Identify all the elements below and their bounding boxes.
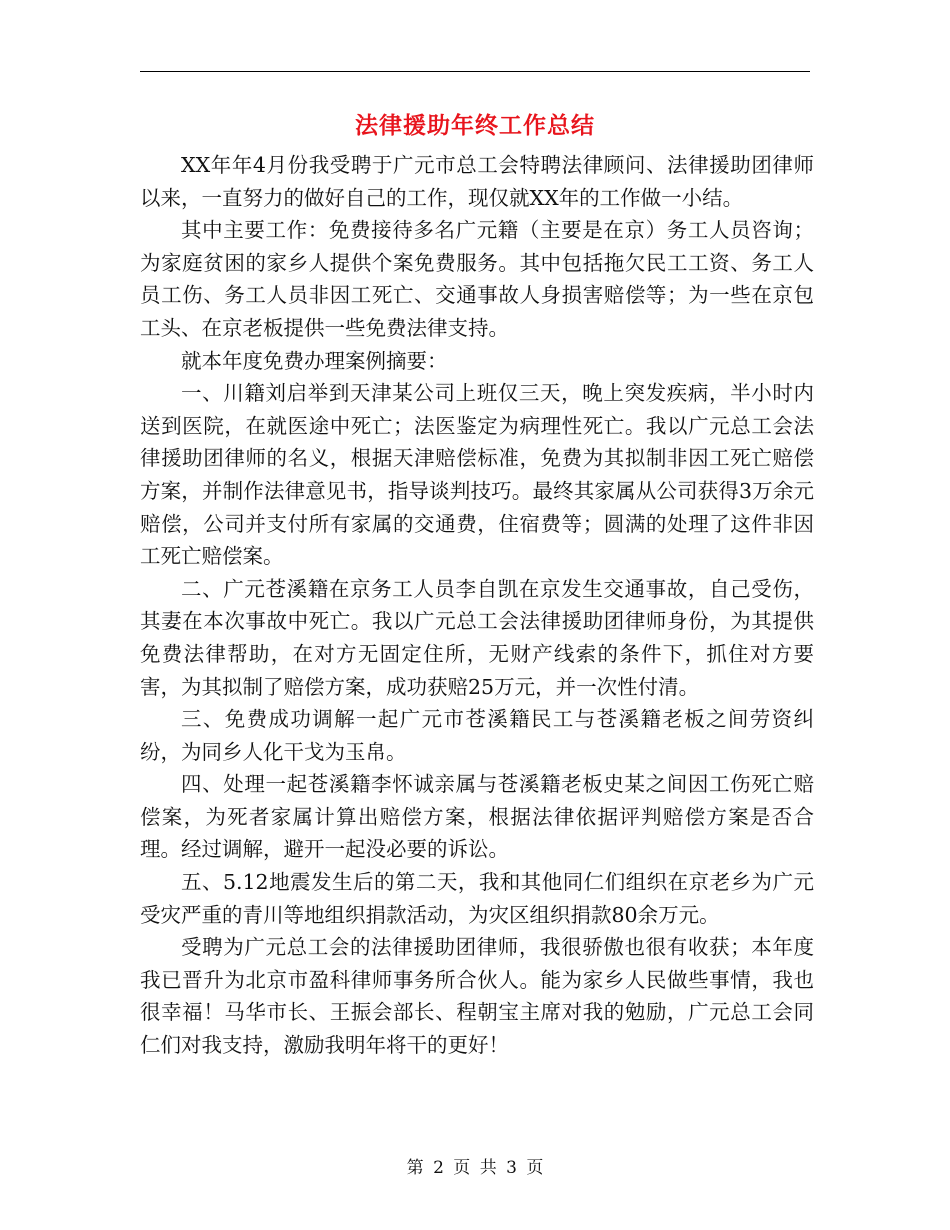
paragraph-case-5: 五、5.12地震发生后的第二天，我和其他同仁们组织在京老乡为广元受灾严重的青川等地组织捐款活动，为灾区组织捐款80余万元。 <box>140 870 814 927</box>
paragraph-conclusion: 受聘为广元总工会的法律援助团律师，我很骄傲也很有收获；本年度我已晋升为北京市盈科律师事务所合伙人。能为家乡人民做些事情，我也很幸福！马华市长、王振会部长、程朝宝主席对我的勉励，广元总工会同仁们对我支持，激励我明年将干的更好！ <box>140 935 814 1058</box>
document-body <box>140 149 814 1062</box>
header-rule <box>140 71 810 72</box>
paragraph-case-4: 四、处理一起苍溪籍李怀诚亲属与苍溪籍老板史某之间因工伤死亡赔偿案，为死者家属计算出赔偿方案，根据法律依据评判赔偿方案是否合理。经过调解，避开一起没必要的诉讼。 <box>140 772 814 862</box>
paragraph-case-2: 二、广元苍溪籍在京务工人员李自凯在京发生交通事故，自己受伤，其妻在本次事故中死亡。我以广元总工会法律援助团律师身份，为其提供免费法律帮助，在对方无固定住所，无财产线索的条件下，抓住对方要害，为其拟制了赔偿方案，成功获赔25万元，并一次性付清。 <box>140 576 814 699</box>
paragraph-case-1: 一、川籍刘启举到天津某公司上班仅三天，晚上突发疾病，半小时内送到医院，在就医途中死亡；法医鉴定为病理性死亡。我以广元总工会法律援助团律师的名义，根据天津赔偿标准，免费为其拟制非因工死亡赔偿方案，并制作法律意见书，指导谈判技巧。最终其家属从公司获得3万余元赔偿，公司并支付所有家属的交通费，住宿费等；圆满的处理了这件非因工死亡赔偿案。 <box>140 381 814 569</box>
paragraph-main-work: 其中主要工作：免费接待多名广元籍（主要是在京）务工人员咨询；为家庭贫困的家乡人提供个案免费服务。其中包括拖欠民工工资、务工人员工伤、务工人员非因工死亡、交通事故人身损害赔偿等；为一些在京包工头、在京老板提供一些免费法律支持。 <box>140 218 814 340</box>
paragraph-intro: XX年年4月份我受聘于广元市总工会特聘法律顾问、法律援助团律师以来，一直努力的做好自己的工作，现仅就XX年的工作做一小结。 <box>140 153 814 210</box>
paragraph-case-3: 三、免费成功调解一起广元市苍溪籍民工与苍溪籍老板之间劳资纠纷，为同乡人化干戈为玉帛。 <box>140 707 814 764</box>
document-title: 法律援助年终工作总结 <box>355 112 595 139</box>
page-number: 第 2 页 共 3 页 <box>406 1158 544 1178</box>
paragraph-case-summary-heading: 就本年度免费办理案例摘要： <box>181 348 448 373</box>
